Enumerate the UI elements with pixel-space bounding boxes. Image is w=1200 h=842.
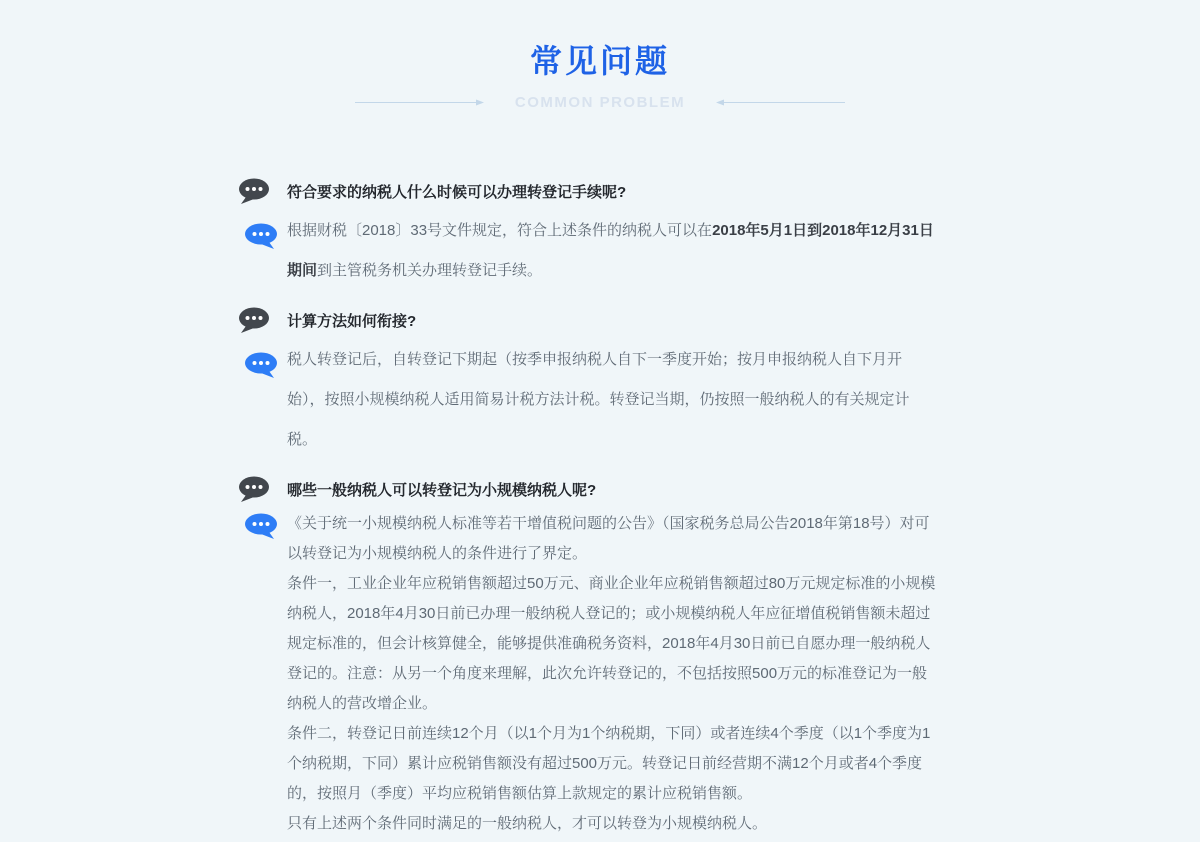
question-chat-bubble-icon <box>237 307 287 334</box>
divider-arrow-right-icon <box>355 98 485 107</box>
faq-section-header <box>0 0 1200 112</box>
question-text: 符合要求的纳税人什么时候可以办理转登记手续呢? <box>287 184 627 201</box>
answer-row <box>237 340 937 460</box>
faq-item <box>237 307 937 460</box>
answer-highlight-dates: 2018年5月1日到2018年12月31日期间 <box>287 222 934 279</box>
page-title: 常见问题 <box>529 43 670 79</box>
answer-paragraph: 条件二，转登记日前连续12个月（以1个月为1个纳税期，下同）或者连续4个季度（以1个季度为1个纳税期，下同）累计应税销售额没有超过500万元。转登记日前经营期不满12个月或者4个季度的，按照月（季度）平均应税销售额估算上款规定的累计应税销售额。 <box>287 725 931 802</box>
answer-text: 税人转登记后，自转登记下期起（按季申报纳税人自下一季度开始；按月申报纳税人自下月开始），按照小规模纳税人适用简易计税方法计税。转登记当期，仍按照一般纳税人的有关规定计税。 <box>287 351 910 448</box>
answer-chat-bubble-icon <box>237 352 287 379</box>
question-icon-col <box>237 307 287 334</box>
answer-text <box>287 211 937 291</box>
question-row <box>237 476 937 503</box>
question-icon-col <box>237 476 287 503</box>
answer-paragraph: 《关于统一小规模纳税人标准等若干增值税问题的公告》（国家税务总局公告2018年第18号）对可以转登记为小规模纳税人的条件进行了界定。 <box>287 515 930 562</box>
answer-icon-col <box>237 509 287 540</box>
answer-row <box>237 509 937 839</box>
question-row <box>237 178 937 205</box>
answer-row <box>237 211 937 291</box>
page-subtitle: COMMON PROBLEM <box>514 93 686 111</box>
answer-icon-col <box>237 340 287 379</box>
answer-segment: 根据财税〔2018〕33号文件规定，符合上述条件的纳税人可以在 <box>287 222 713 239</box>
question-text: 哪些一般纳税人可以转登记为小规模纳税人呢? <box>287 482 597 499</box>
faq-item <box>237 178 937 291</box>
question-chat-bubble-icon <box>237 476 287 503</box>
question-icon-col <box>237 178 287 205</box>
question-row <box>237 307 937 334</box>
answer-text <box>287 509 937 839</box>
answer-chat-bubble-icon <box>237 513 287 540</box>
answer-icon-col <box>237 211 287 250</box>
faq-list <box>237 178 937 839</box>
answer-segment: 到主管税务机关办理转登记手续。 <box>317 262 543 279</box>
answer-paragraph: 只有上述两个条件同时满足的一般纳税人，才可以转登为小规模纳税人。 <box>287 815 768 832</box>
subtitle-row <box>0 92 1200 112</box>
answer-paragraph: 条件一，工业企业年应税销售额超过50万元、商业企业年应税销售额超过80万元规定标准的小规模纳税人，2018年4月30日前已办理一般纳税人登记的；或小规模纳税人年应征增值税销售额未超过规定标准的，但会计核算健全，能够提供准确税务资料，2018年4月30日前已自愿办理一般纳税人登记的。注意：从另一个角度来理解，此次允许转登记的，不包括按照500万元的标准登记为一般纳税人的营改增企业。 <box>287 575 936 712</box>
faq-item <box>237 476 937 839</box>
question-chat-bubble-icon <box>237 178 287 205</box>
question-text: 计算方法如何衔接? <box>287 313 417 330</box>
divider-arrow-left-icon <box>715 98 845 107</box>
answer-chat-bubble-icon <box>237 223 287 250</box>
